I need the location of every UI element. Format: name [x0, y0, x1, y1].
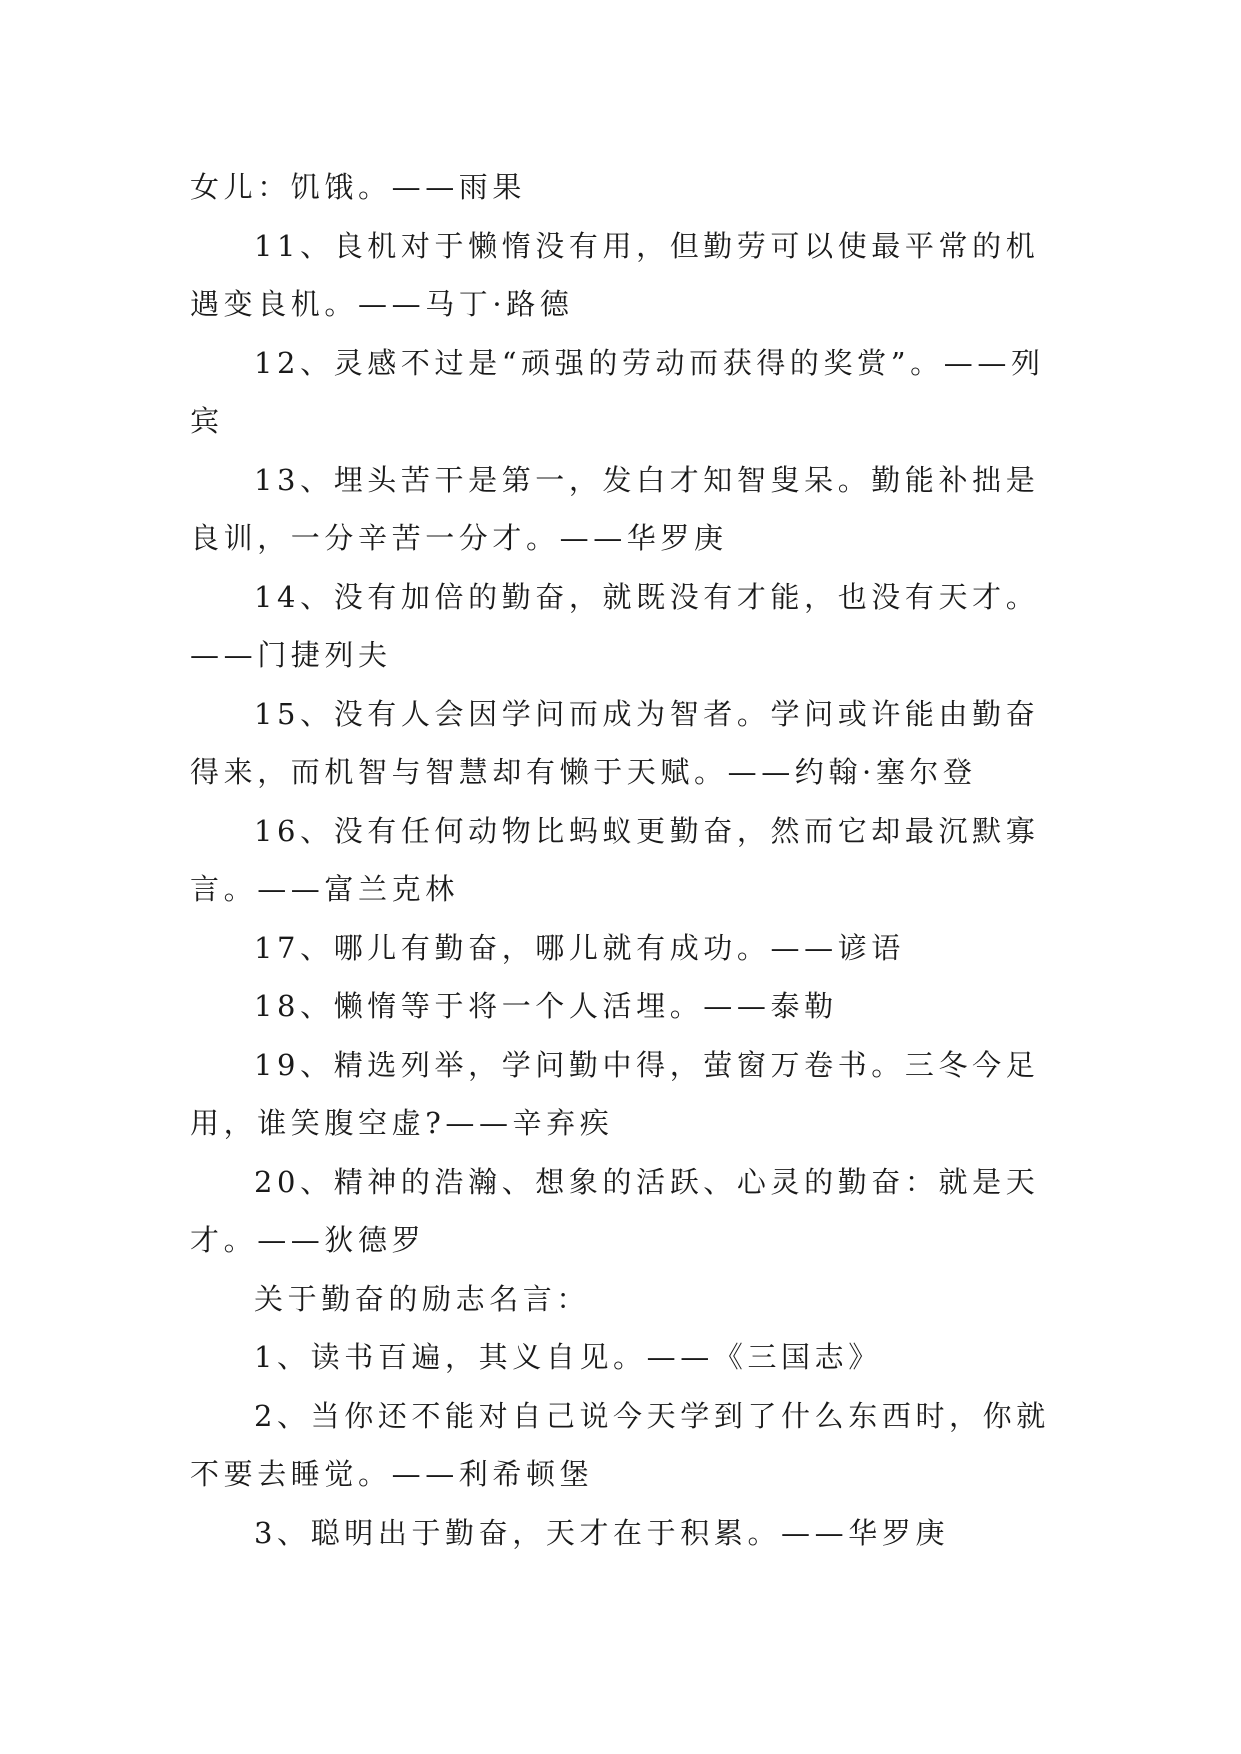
quote-16: 16、没有任何动物比蚂蚁更勤奋，然而它却最沉默寡言。——富兰克林: [190, 813, 1040, 906]
quote-12: 12、灵感不过是“顽强的劳动而获得的奖赏”。——列宾: [190, 345, 1045, 438]
quote-15: 15、没有人会因学问而成为智者。学问或许能由勤奋得来，而机智与智慧却有懒于天赋。——约翰·塞尔登: [190, 696, 1040, 789]
quote-13: 13、埋头苦干是第一，发白才知智叟呆。勤能补拙是良训，一分辛苦一分才。——华罗庚: [190, 462, 1040, 555]
paragraph-continuation: 女儿：饥饿。——雨果: [190, 170, 527, 204]
quote-19: 19、精选列举，学问勤中得，萤窗万卷书。三冬今足用，谁笑腹空虚?——辛弃疾: [190, 1047, 1040, 1140]
quote-18: 18、懒惰等于将一个人活埋。——泰勒: [254, 989, 838, 1023]
quote-1: 1、读书百遍，其义自见。——《三国志》: [254, 1340, 882, 1374]
quote-17: 17、哪儿有勤奋，哪儿就有成功。——谚语: [254, 930, 905, 965]
quote-2: 2、当你还不能对自己说今天学到了什么东西时，你就不要去睡觉。——利希顿堡: [190, 1398, 1050, 1491]
quote-3: 3、聪明出于勤奋，天才在于积累。——华罗庚: [254, 1515, 950, 1550]
quote-11: 11、良机对于懒惰没有用，但勤劳可以使最平常的机遇变良机。——马丁·路德: [190, 228, 1040, 321]
document-body: [190, 158, 1050, 1562]
quote-14: 14、没有加倍的勤奋，就既没有才能，也没有天才。——门捷列夫: [190, 579, 1040, 672]
section-heading: 关于勤奋的励志名言：: [254, 1281, 591, 1316]
quote-20: 20、精神的浩瀚、想象的活跃、心灵的勤奋：就是天才。——狄德罗: [190, 1164, 1040, 1257]
